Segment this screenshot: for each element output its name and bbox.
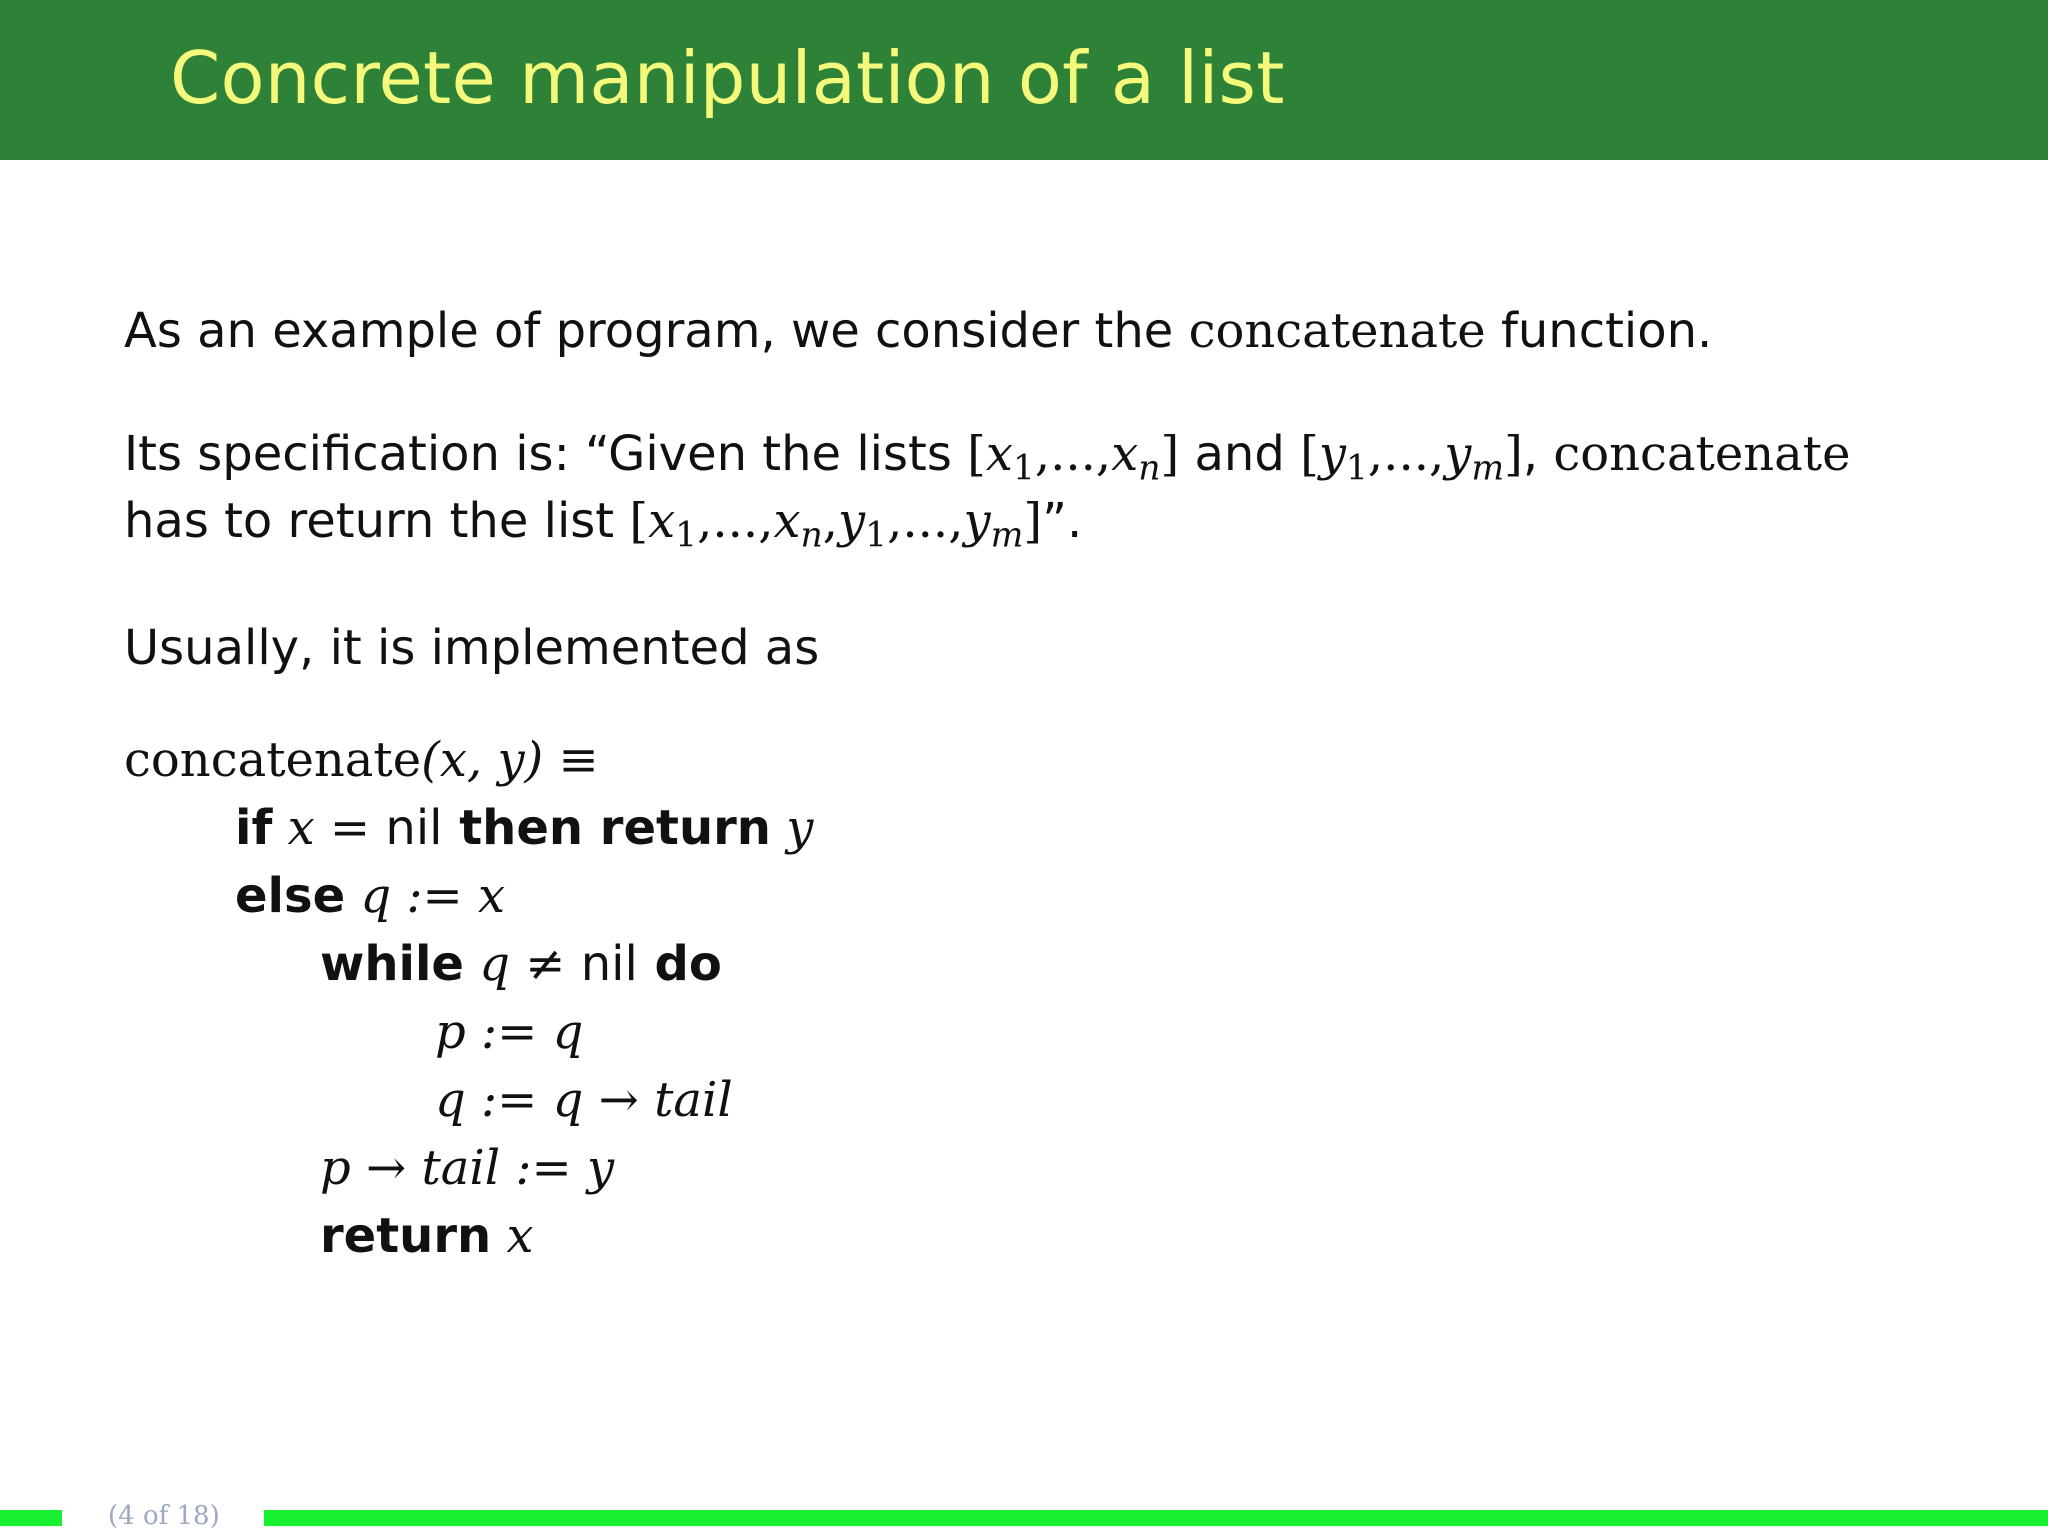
list-x-last-subscript: n (1138, 448, 1161, 489)
result-list-ym: y (963, 493, 991, 549)
while-condition: q ≠ (463, 936, 581, 992)
list-x-open: [ (967, 426, 986, 482)
if-nil: nil (385, 800, 443, 856)
keyword-then-return: then return (442, 800, 771, 856)
result-list-xn-subscript: n (800, 515, 823, 556)
keyword-else: else (235, 868, 346, 924)
if-result: y (770, 800, 814, 856)
slide-title: Concrete manipulation of a list (170, 36, 1285, 120)
specification-prefix: Its specification is: “Given the lists (124, 426, 968, 482)
algorithm-p-assignment: p := q (435, 1004, 584, 1060)
implementation-intro: Usually, it is implemented as (124, 620, 820, 676)
intro-text-before: As an example of program, we consider the (124, 303, 1189, 359)
page-number: (4 of 18) (108, 1501, 220, 1531)
specification-end: ”. (1042, 493, 1083, 549)
algorithm-while-line (320, 931, 722, 997)
algorithm-return-line (320, 1203, 534, 1269)
specification-paragraph-line-2 (124, 488, 1924, 554)
specification-line-2-prefix: has to return the list (124, 493, 630, 549)
result-list-ym-subscript: m (990, 515, 1024, 556)
list-x-first-subscript: 1 (1012, 448, 1035, 489)
algorithm-parameters: (x, y) (421, 732, 544, 788)
list-y-first: y (1318, 426, 1346, 482)
keyword-do: do (637, 936, 722, 992)
specification-comma: , (1522, 426, 1554, 482)
list-y-last-subscript: m (1471, 448, 1505, 489)
intro-text-after: function. (1485, 303, 1713, 359)
algorithm-signature (124, 727, 599, 793)
else-assignment: q := x (345, 868, 506, 924)
result-list-open: [ (629, 493, 649, 549)
keyword-return: return (320, 1208, 492, 1264)
algorithm-definition-symbol: ≡ (543, 732, 599, 788)
result-list-close: ] (1023, 493, 1043, 549)
algorithm-q-assignment: q := q → tail (435, 1072, 733, 1128)
list-y-open: [ (1300, 426, 1319, 482)
list-x-first: x (985, 426, 1013, 482)
result-list-x1-subscript: 1 (675, 515, 698, 556)
specification-and: and (1179, 426, 1301, 482)
result-list-first-ellipsis: ,..., (697, 493, 774, 549)
specification-paragraph-line-1 (124, 421, 1924, 487)
result-list-xn: x (773, 493, 801, 549)
keyword-if: if (235, 800, 273, 856)
result-list-y1-subscript: 1 (865, 515, 888, 556)
if-condition: x = (272, 800, 386, 856)
result-list-comma: , (822, 493, 839, 549)
algorithm-function-name: concatenate (124, 732, 422, 788)
footer-left-progress-bar (0, 1510, 62, 1526)
footer-right-progress-bar (264, 1510, 2048, 1526)
result-list-y1: y (838, 493, 866, 549)
keyword-while: while (320, 936, 464, 992)
list-y-close: ] (1504, 426, 1523, 482)
algorithm-else-line (235, 863, 505, 929)
intro-paragraph (124, 298, 1924, 364)
while-nil: nil (580, 936, 638, 992)
return-value: x (491, 1208, 534, 1264)
intro-function-name: concatenate (1188, 303, 1486, 359)
list-y-ellipsis: ,..., (1367, 426, 1445, 482)
list-y-first-subscript: 1 (1345, 448, 1368, 489)
algorithm-if-line (235, 795, 813, 861)
list-y-last: y (1444, 426, 1472, 482)
result-list-second-ellipsis: ,..., (887, 493, 964, 549)
specification-function-name: concatenate (1553, 426, 1851, 482)
algorithm-tail-assignment: p → tail := y (320, 1140, 615, 1196)
list-x-last: x (1111, 426, 1139, 482)
list-x-close: ] (1160, 426, 1180, 482)
list-x-ellipsis: ,..., (1034, 426, 1112, 482)
result-list-x1: x (648, 493, 676, 549)
